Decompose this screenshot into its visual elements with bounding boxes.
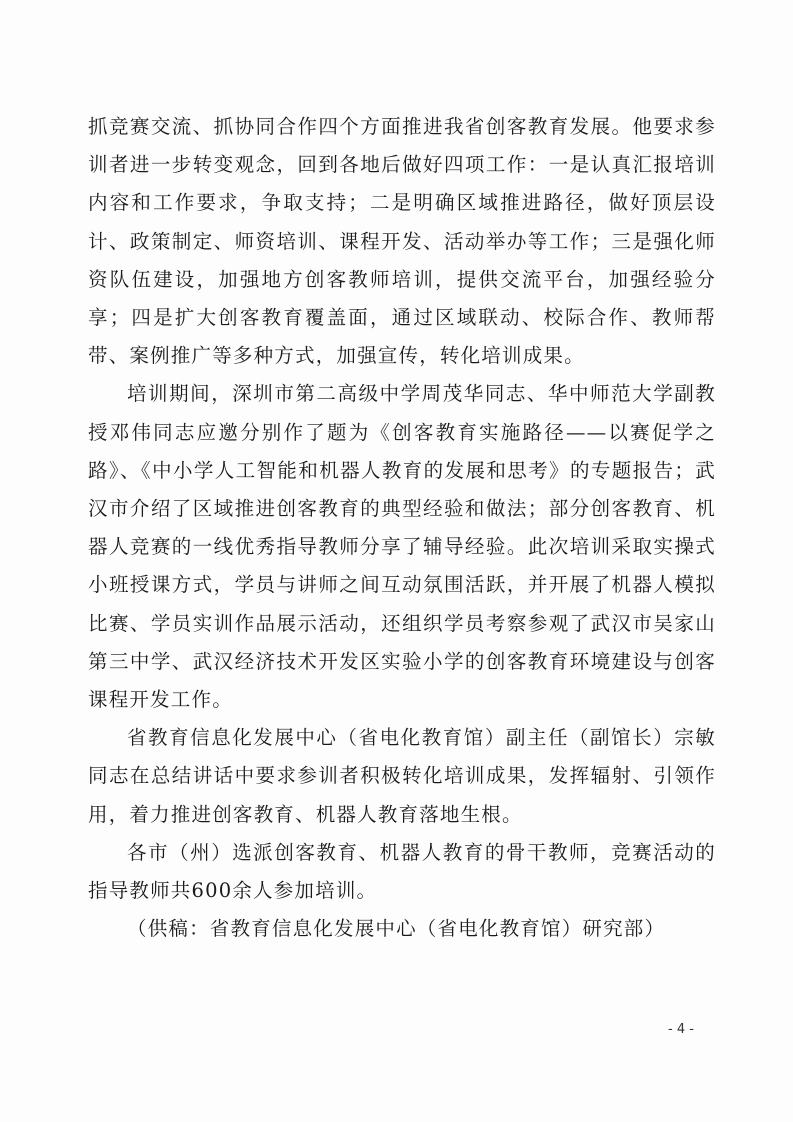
paragraph-closing-speech: 省教育信息化发展中心（省电化教育馆）副主任（副馆长）宗敏同志在总结讲话中要求参训者积极转化培训成果，发挥辐射、引领作用，着力推进创客教育、机器人教育落地生根。 <box>88 726 716 826</box>
source-note: （供稿：省教育信息化发展中心（省电化教育馆）研究部） <box>127 917 666 941</box>
page-number: - 4 - <box>668 1022 694 1037</box>
paragraph-training-reports: 培训期间，深圳市第二高级中学周茂华同志、华中师范大学副教授邓伟同志应邀分别作了题为《创客教育实施路径——以赛促学之路》、《中小学人工智能和机器人教育的发展和思考》的专题报告；武汉市介绍了区域推进创客教育的典型经验和做法；部分创客教育、机器人竞赛的一线优秀指导教师分享了辅导经验。此次培训采取实操式小班授课方式，学员与讲师之间互动氛围活跃，并开展了机器人模拟比赛、学员实训作品展示活动，还组织学员考察参观了武汉市吴家山第三中学、武汉经济技术开发区实验小学的创客教育环境建设与创客课程开发工作。 <box>88 382 716 712</box>
paragraph-participants: 各市（州）选派创客教育、机器人教育的骨干教师，竞赛活动的指导教师共600余人参加培训。 <box>88 840 716 903</box>
document-body <box>88 108 716 948</box>
paragraph-continuation: 抓竞赛交流、抓协同合作四个方面推进我省创客教育发展。他要求参训者进一步转变观念，回到各地后做好四项工作：一是认真汇报培训内容和工作要求，争取支持；二是明确区域推进路径，做好顶层设计、政策制定、师资培训、课程开发、活动举办等工作；三是强化师资队伍建设，加强地方创客教师培训，提供交流平台，加强经验分享；四是扩大创客教育覆盖面，通过区域联动、校际合作、教师帮带、案例推广等多种方式，加强宣传，转化培训成果。 <box>88 115 716 368</box>
